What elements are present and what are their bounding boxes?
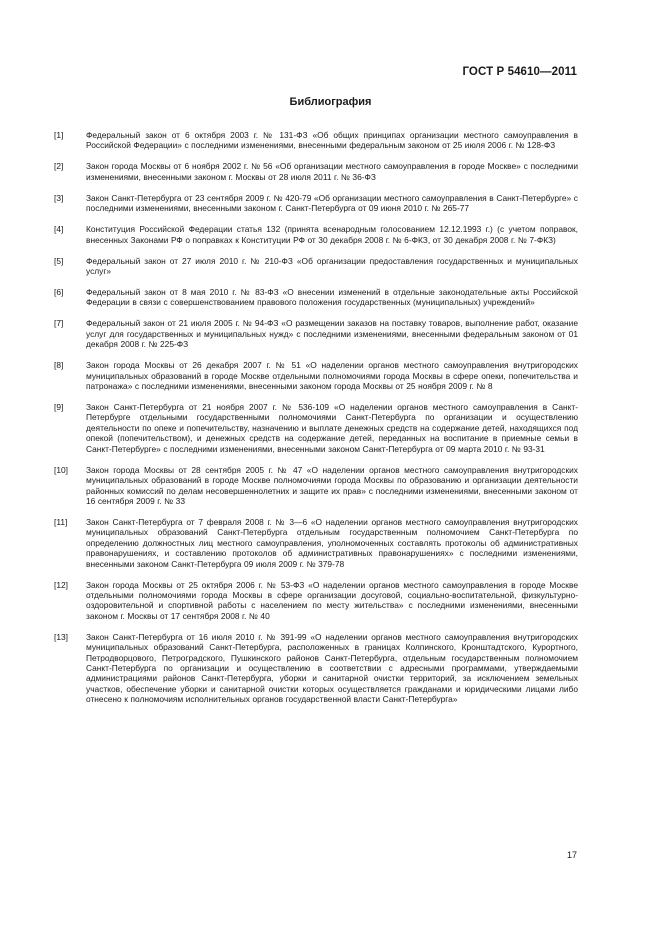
entry-text: Закон Санкт-Петербурга от 16 июля 2010 г. № 391-99 «О наделении органов местного самоуправления внутригородских муниципальных образований Санкт-Петербурга, расположенных в границах Колпинского, Кронштадтского, Курортного, Петродворцового, Петроградского, Пушкинского районов Санкт-Петербурга, отдельным государственным полномочием Санкт-Петербурга по организации и осуществлению в соответствии с адресными программами, утверждаемыми администрациями районов Санкт-Петербурга, уборки и санитарной очистки территорий, за исключением земельных участков, обеспечение уборки и санитарной очистки которых осуществляется гражданами и юридическими лицами либо отнесено к полномочиям исполнительных органов государственной власти Санкт-Петербурга» [86,631,578,705]
page-title: Библиография [289,96,372,108]
entry-number: [10] [54,464,68,475]
entry-text: Закон города Москвы от 25 октября 2006 г. № 53-ФЗ «О наделении органов местного самоуправления в городе Москве отдельными полномочиями города Москвы в сфере организации досуговой, социально-воспитательной, физкультурно-оздоровительной и спортивной работы с населением по месту жительства» с последними изменениями, внесенными законом г. Москвы от 17 сентября 2008 г. № 40 [86,579,578,621]
bibliography-entry [54,465,578,507]
entry-number: [4] [54,224,64,235]
entry-number: [13] [54,631,68,642]
bibliography-entry [54,318,578,349]
entry-number: [9] [54,402,64,413]
document-standard-header: ГОСТ Р 54610—2011 [462,66,577,78]
bibliography-list [54,130,578,715]
entry-text: Закон Санкт-Петербурга от 21 ноября 2007 г. № 536-109 «О наделении органов местного самоуправления в Санкт-Петербурге отдельными государственными полномочиями Санкт-Петербурга по организации и осуществлению деятельности по опеке и попечительству, назначению и выплате денежных средств на содержание детей, находящихся под опекой (попечительством), и денежных средств на содержание детей, переданных на воспитание в приемные семьи в Санкт-Петербурге» с последними изменениями, внесенными законом Санкт-Петербурга от 09 марта 2010 г. № 93-31 [86,402,578,454]
bibliography-entry [54,256,578,277]
entry-number: [7] [54,318,64,329]
entry-text: Закон города Москвы от 28 сентября 2005 г. № 47 «О наделении органов местного самоуправления внутригородских муниципальных образований в городе Москве полномочиями города Москвы по образованию и организации деятельности районных комиссий по делам несовершеннолетних и защите их прав» с последними изменениями, внесенными законом от 16 сентября 2009 г. № 33 [86,464,578,506]
entry-number: [1] [54,130,64,140]
entry-text: Федеральный закон от 21 июля 2005 г. № 94-ФЗ «О размещении заказов на поставку товаров, выполнение работ, оказание услуг для государственных и муниципальных нужд» с последними изменениями, внесенными федеральным законом от 01 декабря 2008 г. № 225-ФЗ [86,318,578,350]
bibliography-entry [54,360,578,391]
entry-text: Федеральный закон от 8 мая 2010 г. № 83-ФЗ «О внесении изменений в отдельные законодательные акты Российской Федерации в связи с совершенствованием правового положения государственных (муниципальных) учреждений» [86,287,578,308]
page-number: 17 [566,850,577,860]
entry-text: Закон города Москвы от 26 декабря 2007 г. № 51 «О наделении органов местного самоуправления внутригородских муниципальных образований в городе Москве отдельными полномочиями города Москвы в сфере опеки, попечительства и патронажа» с последними изменениями, внесенными законом города Москвы от 25 ноября 2009 г. № 8 [86,360,578,392]
entry-text: Закон Санкт-Петербурга от 7 февраля 2008 г. № 3—6 «О наделении органов местного самоуправления внутригородских муниципальных образований Санкт-Петербурга отдельным государственным полномочием Санкт-Петербурга по определению должностных лиц местного самоуправления, уполномоченных составлять протоколы об административных правонарушениях, и составлению протоколов об административных правонарушениях» с последними изменениями, внесенными законом Санкт-Петербурга 09 июля 2009 г. № 379-78 [86,516,578,569]
bibliography-entry [54,580,578,622]
bibliography-entry [54,287,578,308]
bibliography-entry [54,402,578,454]
bibliography-entry [54,224,578,245]
entry-number: [12] [54,579,68,590]
bibliography-entry [54,517,578,569]
entry-number: [6] [54,287,64,298]
entry-text: Федеральный закон от 6 октября 2003 г. № 131-ФЗ «Об общих принципах организации местного самоуправления в Российской Федерации» с последними изменениями, внесенными федеральным законом от 25 июля 2006 г. № 128-ФЗ [86,130,578,151]
entry-number: [3] [54,192,64,203]
entry-text: Закон города Москвы от 6 ноября 2002 г. № 56 «Об организации местного самоуправления в городе Москве» с последними изменениями, внесенными законом г. Москвы от 28 июля 2011 г. № 36-ФЗ [86,161,578,182]
entry-text: Закон Санкт-Петербурга от 23 сентября 2009 г. № 420-79 «Об организации местного самоуправления в Санкт-Петербурге» с последними изменениями, внесенными законом г. Санкт-Петербурга от 09 июня 2010 г. № 265-77 [86,192,578,214]
entry-text: Федеральный закон от 27 июля 2010 г. № 210-ФЗ «Об организации предоставления государственных и муниципальных услуг» [86,255,578,277]
entry-text: Конституция Российской Федерации статья 132 (принята всенародным голосованием 12.12.1993 г.) (с учетом поправок, внесенных Законами РФ о поправках к Конституции РФ от 30 декабря 2008 г. № 6-ФКЗ, от 30 декабря 2008 г. № 7-ФКЗ) [86,224,578,245]
bibliography-entry [54,632,578,705]
entry-number: [11] [54,516,68,527]
entry-number: [5] [54,255,64,266]
bibliography-entry [54,161,578,182]
bibliography-entry [54,130,578,151]
entry-number: [2] [54,161,64,172]
bibliography-entry [54,193,578,214]
entry-number: [8] [54,360,64,371]
